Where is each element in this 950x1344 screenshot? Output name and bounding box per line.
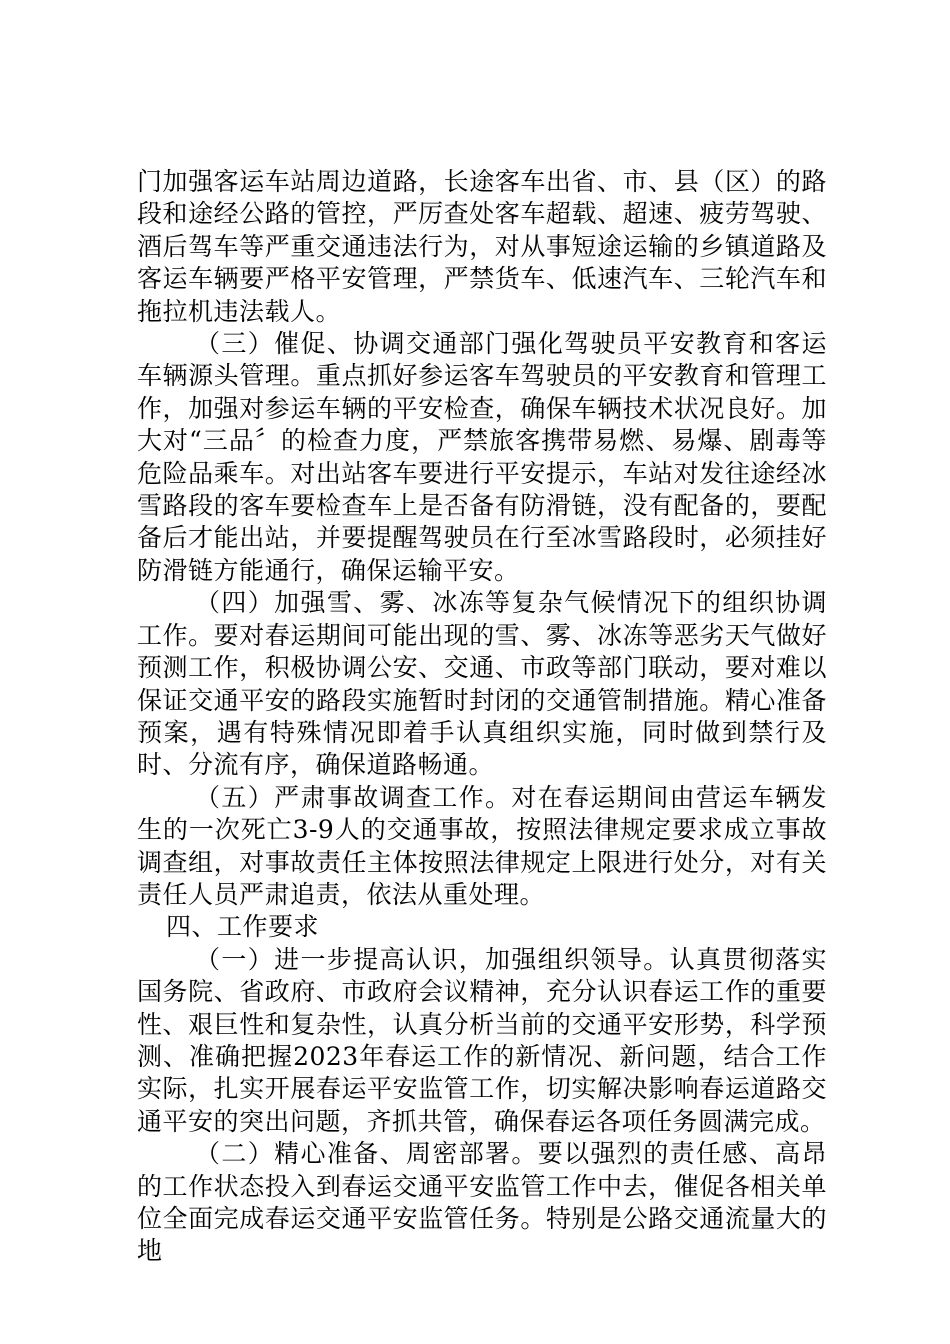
paragraph-requirement-2: （二）精心准备、周密部署。要以强烈的责任感、高昂的工作状态投入到春运交通平安监管工作中去，催促各相关单位全面完成春运交通平安监管任务。特别是公路交通流量大的地 (137, 1139, 827, 1266)
paragraph-continuation: 门加强客运车站周边道路，长途客车出省、市、县（区）的路段和途经公路的管控，严厉查处客车超载、超速、疲劳驾驶、酒后驾车等严重交通违法行为，对从事短途运输的乡镇道路及客运车辆要严格平安管理，严禁货车、低速汽车、三轮汽车和拖拉机违法载人。 (137, 167, 827, 326)
paragraph-section-4: （四）加强雪、雾、冰冻等复杂气候情况下的组织协调工作。要对春运期间可能出现的雪、雾、冰冻等恶劣天气做好预测工作，积极协调公安、交通、市政等部门联动，要对难以保证交通平安的路段实施暂时封闭的交通管制措施。精心准备预案，遇有特殊情况即着手认真组织实施，同时做到禁行及时、分流有序，确保道路畅通。 (137, 588, 827, 780)
paragraph-section-3: （三）催促、协调交通部门强化驾驶员平安教育和客运车辆源头管理。重点抓好参运客车驾驶员的平安教育和管理工作，加强对参运车辆的平安检查，确保车辆技术状况良好。加大对“三品〞的检查力度，严禁旅客携带易燃、易爆、剧毒等危险品乘车。对出站客车要进行平安提示，车站对发往途经冰雪路段的客车要检查车上是否备有防滑链，没有配备的，要配备后才能出站，并要提醒驾驶员在行至冰雪路段时，必须挂好防滑链方能通行，确保运输平安。 (137, 329, 827, 585)
paragraph-section-5: （五）严肃事故调查工作。对在春运期间由营运车辆发生的一次死亡3-9人的交通事故，按照法律规定要求成立事故调查组，对事故责任主体按照法律规定上限进行处分，对有关责任人员严肃追责，依法从重处理。 (137, 782, 827, 909)
section-heading-work-requirements: 四、工作要求 (166, 912, 320, 942)
document-body (137, 166, 827, 1268)
paragraph-requirement-1: （一）进一步提高认识，加强组织领导。认真贯彻落实国务院、省政府、市政府会议精神，充分认识春运工作的重要性、艰巨性和复杂性，认真分析当前的交通平安形势，科学预测、准确把握2023年春运工作的新情况、新问题，结合工作实际，扎实开展春运平安监管工作，切实解决影响春运道路交通平安的突出问题，齐抓共管，确保春运各项任务圆满完成。 (137, 944, 827, 1136)
